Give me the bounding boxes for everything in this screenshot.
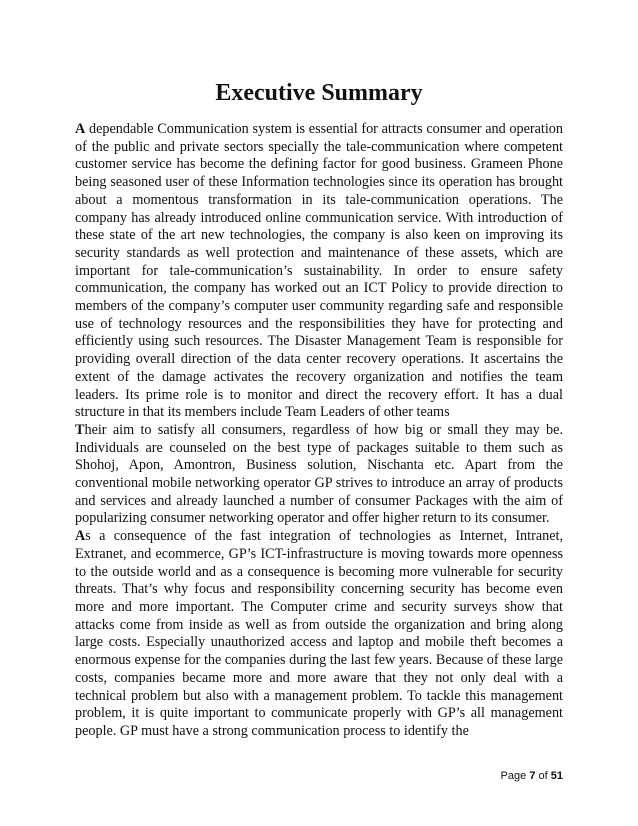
paragraph-1 xyxy=(75,121,563,422)
paragraph-3 xyxy=(75,528,563,740)
page-title: Executive Summary xyxy=(215,80,423,106)
paragraph-2-initial: T xyxy=(75,421,85,438)
paragraph-1-text: dependable Communication system is essential for attracts consumer and operation of the public and private sectors specially the tale-communication where competent customer service has become the defining factor for good business. Grameen Phone being seasoned user of these Information technologies since its operation has brought about a momentous transformation in its tale-communication operations. The company has already introduced online communication service. With introduction of these state of the art new technologies, the company is also keen on improving its security standards as well protection and maintenance of these assets, which are important for tale-communication’s sustainability. In order to ensure safety communication, the company has worked out an ICT Policy to provide direction to members of the company’s computer user community regarding safe and responsible use of technology resources and the responsibilities they have for protecting and efficiently using such resources. The Disaster Management Team is responsible for providing overall direction of the data center recovery operations. It ascertains the extent of the damage activates the recovery organization and notifies the team leaders. Its prime role is to monitor and direct the recovery effort. It has a dual structure in that its members include Team Leaders of other teams xyxy=(75,121,563,421)
page-footer xyxy=(501,770,563,782)
paragraph-3-text: s a consequence of the fast integration of technologies as Internet, Intranet, Extranet, and ecommerce, GP’s ICT-infrastructure is moving towards more openness to the outside world and as a consequence is becoming more vulnerable for security threats. That’s why focus and responsibility concerning security has become even more and more important. The Computer crime and security surveys show that attacks come from inside as well as from outside the organization and bring along large costs. Especially unauthorized access and laptop and mobile theft becomes a enormous expense for the companies during the last few years. Because of these large costs, companies became more and more aware that they not only deal with a technical problem but also with a management problem. To tackle this management problem, it is quite important to communicate properly with GP’s all management people. GP must have a strong communication process to identify the xyxy=(75,528,563,739)
footer-page-number: 7 xyxy=(529,770,536,782)
paragraph-1-initial: A xyxy=(75,121,86,137)
body-text xyxy=(75,121,563,741)
paragraph-2 xyxy=(75,422,563,528)
footer-page-label: Page xyxy=(500,770,527,782)
footer-total-pages: 51 xyxy=(550,770,563,782)
paragraph-3-initial: A xyxy=(75,528,86,545)
paragraph-2-text: heir aim to satisfy all consumers, regardless of how big or small they may be. Individuals are counseled on the best type of packages suitable to them such as Shohoj, Apon, Amontron, Business solution, Nischanta etc. Apart from the conventional mobile networking operator GP strives to introduce an array of products and services and already launched a number of consumer Packages with the aim of popularizing consumer networking operator and offer higher return to its consumer. xyxy=(75,421,563,527)
footer-of-label: of xyxy=(538,770,548,782)
